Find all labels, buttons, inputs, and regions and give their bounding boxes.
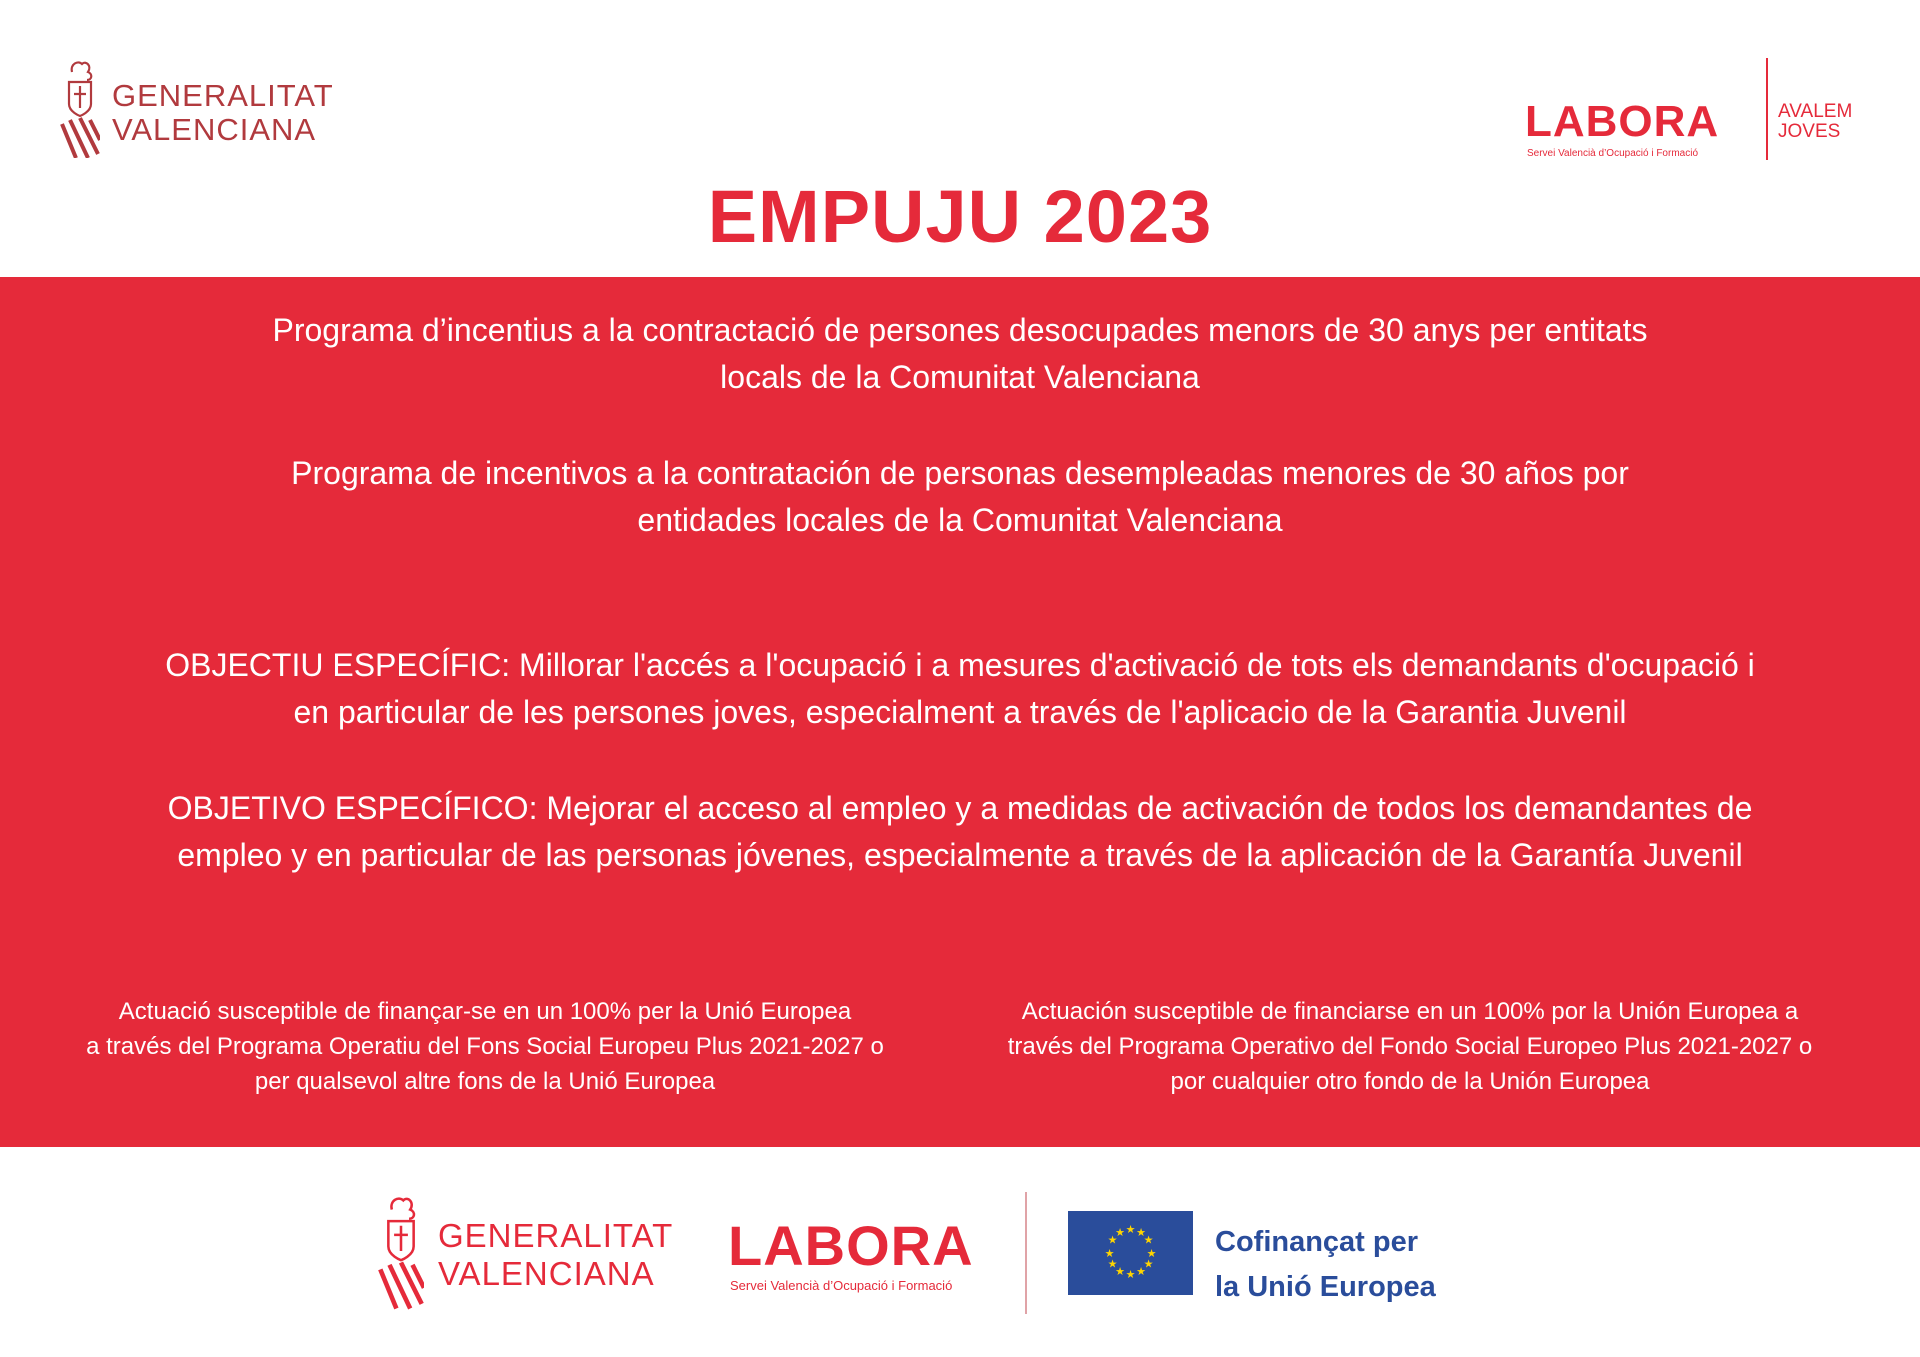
svg-text:★: ★ <box>1125 1223 1136 1236</box>
objective-spanish-line1: OBJETIVO ESPECÍFICO: Mejorar el acceso al empleo y a medidas de activación de todos los demandantes de <box>167 790 1753 826</box>
objective-catalan-line2: en particular de les persones joves, especialment a través de l'aplicacio de la Garantia Juvenil <box>293 694 1627 730</box>
funding-catalan-line2: a través del Programa Operatiu del Fons Social Europeu Plus 2021-2027 o <box>86 1033 884 1060</box>
generalitat-name-line1: GENERALITAT <box>438 1217 674 1254</box>
svg-text:★: ★ <box>1104 1247 1115 1260</box>
generalitat-crest-icon <box>60 58 100 158</box>
funding-spanish-line2: través del Programa Operativo del Fondo Social Europeo Plus 2021-2027 o <box>1007 1033 1813 1060</box>
generalitat-name-line1: GENERALITAT <box>112 78 334 113</box>
labora-wordmark: LABORA <box>728 1214 974 1277</box>
eu-cofinancing-line2: la Unió Europea <box>1215 1271 1436 1303</box>
svg-text:★: ★ <box>1143 1257 1154 1271</box>
funding-note-spanish <box>960 994 1860 1099</box>
funding-note-catalan <box>40 994 930 1099</box>
page-title: EMPUJU 2023 <box>707 175 1213 258</box>
objective-catalan-line1: OBJECTIU ESPECÍFIC: Millorar l'accés a l'ocupació i a mesures d'activació de tots els demandants d'ocupació i <box>165 647 1755 683</box>
svg-text:★: ★ <box>1107 1233 1118 1247</box>
description-catalan <box>0 307 1920 401</box>
svg-text:★: ★ <box>1107 1257 1118 1271</box>
generalitat-name-line2: VALENCIANA <box>112 112 317 147</box>
content-band <box>0 277 1920 1147</box>
labora-logo-footer <box>728 1216 998 1296</box>
description-spanish <box>0 450 1920 544</box>
generalitat-logo-header <box>60 58 334 162</box>
labora-subtitle: Servei Valencià d’Ocupació i Formació <box>1527 148 1699 159</box>
objective-catalan <box>0 642 1920 736</box>
footer-divider <box>1025 1192 1027 1314</box>
labora-subtitle: Servei Valencià d’Ocupació i Formació <box>730 1278 953 1293</box>
objective-spanish <box>0 785 1920 879</box>
eu-cofinancing-line1: Cofinançat per <box>1215 1226 1419 1258</box>
funding-spanish-line1: Actuación susceptible de financiarse en un 100% por la Unión Europea a <box>1021 998 1799 1025</box>
svg-text:★: ★ <box>1146 1247 1157 1260</box>
avalem-joves-logo <box>1778 102 1852 142</box>
labora-logo-header <box>1525 98 1735 168</box>
description-catalan-line2: locals de la Comunitat Valenciana <box>720 359 1200 395</box>
description-spanish-line2: entidades locales de la Comunitat Valenciana <box>637 502 1283 538</box>
eu-cofinancing-label <box>1215 1220 1436 1310</box>
description-catalan-line1: Programa d’incentius a la contractació de persones desocupades menors de 30 anys per entitats <box>272 312 1648 348</box>
svg-text:★: ★ <box>1136 1226 1146 1239</box>
description-spanish-line1: Programa de incentivos a la contratación de personas desempleadas menores de 30 años por <box>291 455 1629 491</box>
funding-spanish-line3: por cualquier otro fondo de la Unión Europea <box>1170 1068 1650 1095</box>
eu-flag-icon <box>1068 1211 1193 1295</box>
svg-text:★: ★ <box>1143 1233 1154 1247</box>
funding-catalan-line1: Actuació susceptible de finançar-se en un 100% per la Unió Europea <box>118 998 852 1025</box>
objective-spanish-line2: empleo y en particular de las personas jóvenes, especialmente a través de la aplicación de la Garantía Juvenil <box>177 837 1743 873</box>
svg-text:★: ★ <box>1115 1226 1125 1239</box>
funding-catalan-line3: per qualsevol altre fons de la Unió Europea <box>254 1068 716 1095</box>
generalitat-name-line2: VALENCIANA <box>438 1255 655 1292</box>
svg-text:★: ★ <box>1115 1265 1125 1278</box>
avalem-line2: JOVES <box>1778 121 1841 142</box>
svg-text:★: ★ <box>1125 1268 1136 1281</box>
header-divider <box>1766 58 1768 160</box>
labora-wordmark: LABORA <box>1525 97 1720 146</box>
generalitat-logo-footer <box>378 1190 678 1315</box>
generalitat-crest-icon <box>378 1190 424 1312</box>
svg-text:★: ★ <box>1136 1265 1146 1278</box>
avalem-line1: AVALEM <box>1778 101 1853 122</box>
